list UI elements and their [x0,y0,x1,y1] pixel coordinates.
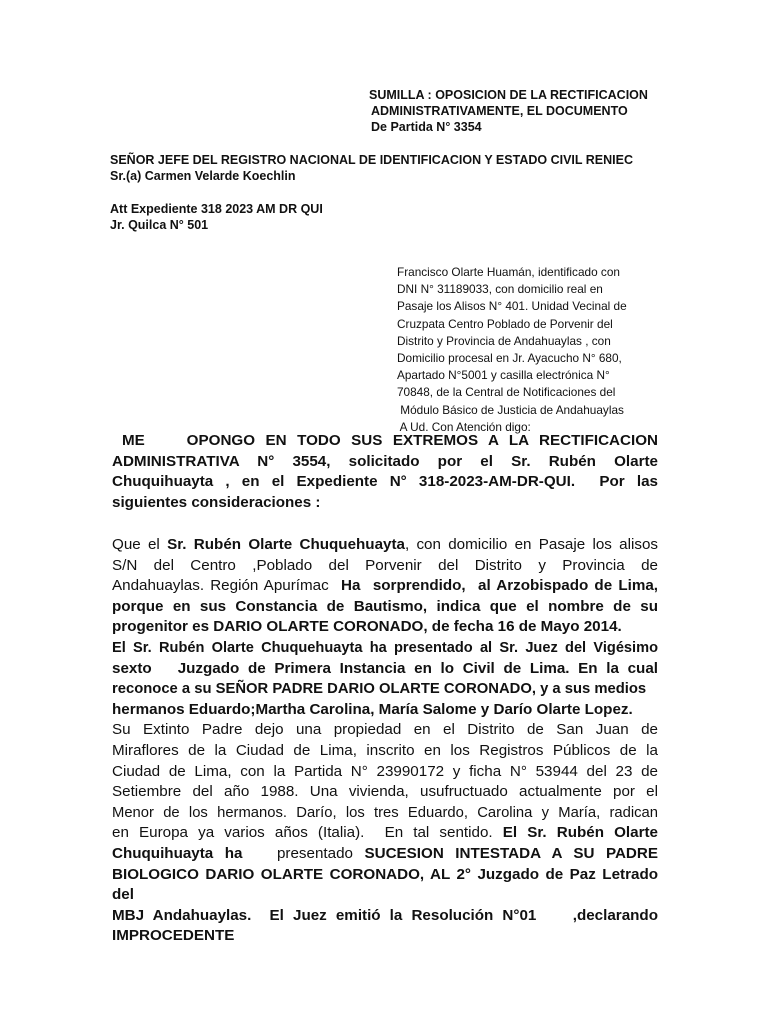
intro-line-3 [112,472,658,493]
body-line-4 [112,597,658,618]
body-text-17: BIOLOGICO DARIO OLARTE CORONADO, AL 2° Juzgado de Paz Letrado del [112,865,658,904]
body-line-3 [112,576,658,597]
body-text-2: S/N del Centro ,Poblado del Porvenir del Distrito y Provincia de [112,556,658,574]
identification-line-10: A Ud. Con Atención digo: [397,419,531,434]
reference-line-1: Att Expediente 318 2023 AM DR QUI [110,202,323,216]
intro-line-1 [112,431,658,452]
identification-line-9: Módulo Básico de Justicia de Andahuaylas [397,402,624,417]
body-line-1 [112,535,658,556]
body-text-14: Menor de los hermanos. Darío, los tres Eduardo, Carolina y María, radican [112,804,658,821]
body-text-8: reconoce a su SEÑOR PADRE DARIO OLARTE CORONADO, y a sus medios [112,681,647,698]
identification-line-6: Domicilio procesal en Jr. Ayacucho N° 680, [397,351,622,366]
body-line-8 [112,679,658,700]
body-line-7 [112,659,658,680]
intro-line-2 [112,452,658,473]
body-line-11 [112,741,658,762]
body-line-9 [112,700,658,721]
body-text-15a: en Europa ya varios años (Italia). En tal sentido. [112,824,503,842]
body-line-12 [112,762,658,783]
body-line-17 [112,865,658,906]
body-text-1b: Sr. Rubén Olarte Chuquehuayta [167,536,405,553]
body-text-4: porque en sus Constancia de Bautismo, indica que el nombre de su [112,597,658,615]
body-text-10: Su Extinto Padre dejo una propiedad en el Distrito de San Juan de [112,721,658,739]
reference-line-2: Jr. Quilca N° 501 [110,218,209,232]
body-line-6 [112,638,658,659]
sumilla-line-3: De Partida N° 3354 [371,120,482,134]
sumilla [371,87,671,135]
body-text-6: El Sr. Rubén Olarte Chuquehuayta ha presentado al Sr. Juez del Vigésimo [112,639,658,656]
intro-line-4 [112,493,658,514]
identification-line-7: Apartado N°5001 y casilla electrónica N° [397,368,610,383]
body-text-3a: Andahuaylas. Región Apurímac [112,577,342,595]
body-line-5 [112,617,658,638]
identification-block [397,264,657,436]
body-line-16 [112,844,658,865]
intro-text-2: ADMINISTRATIVA N° 3554, solicitado por el Sr. Rubén Olarte [112,452,658,470]
intro-text-1: ME OPONGO EN TODO SUS EXTREMOS A LA RECTIFICACION [122,432,658,449]
sumilla-line-1: SUMILLA : OPOSICION DE LA RECTIFICACION [369,88,648,102]
body-text-5: progenitor es DARIO OLARTE CORONADO, de fecha 16 de Mayo 2014. [112,618,622,636]
sumilla-line-2: ADMINISTRATIVAMENTE, EL DOCUMENTO [371,104,628,118]
body-text-1c: , con domicilio en Pasaje los alisos [404,536,658,553]
body-line-18 [112,906,658,927]
body-line-14 [112,803,658,824]
addressee-line-2: Sr.(a) Carmen Velarde Koechlin [110,169,296,183]
body-text-13: Setiembre del año 1988. Una vivienda, usufructuado actualmente por el [112,783,658,801]
identification-line-1: Francisco Olarte Huamán, identificado con [397,265,620,279]
body-line-13 [112,782,658,803]
addressee-line-1: SEÑOR JEFE DEL REGISTRO NACIONAL DE IDENTIFICACION Y ESTADO CIVIL RENIEC [110,153,633,167]
body-text-11: Miraflores de la Ciudad de Lima, inscrito en los Registros Públicos de la [112,741,658,759]
body-text-19: IMPROCEDENTE [112,927,235,945]
body-text [112,535,658,947]
identification-line-3: Pasaje los Alisos N° 401. Unidad Vecinal de [397,299,627,314]
body-line-15 [112,823,658,844]
body-text-16a: Chuquihuayta ha [112,844,254,862]
body-text-9: hermanos Eduardo;Martha Carolina, María Salome y Darío Olarte Lopez. [112,700,633,718]
body-text-3b: Ha sorprendido, al Arzobispado de Lima, [341,577,658,595]
intro-text-4: siguientes consideraciones : [112,493,321,511]
identification-line-8: 70848, de la Central de Notificaciones del [397,385,616,400]
body-text-16b: presentado [253,844,365,862]
body-text-12: Ciudad de Lima, con la Partida N° 23990172 y ficha N° 53944 del 23 de [112,762,658,780]
body-text-18: MBJ Andahuaylas. El Juez emitió la Resolución N°01 ,declarando [112,906,658,924]
body-text-15b: El Sr. Rubén Olarte [502,824,658,842]
identification-line-2: DNI N° 31189033, con domicilio real en [397,282,603,297]
body-text-1a: Que el [112,536,168,553]
body-line-19 [112,926,658,947]
body-text-7: sexto Juzgado de Primera Instancia en lo Civil de Lima. En la cual [112,659,658,677]
intro-text-3: Chuquihuayta , en el Expediente N° 318-2023-AM-DR-QUI. Por las [112,473,658,491]
intro-paragraph [112,431,658,513]
identification-line-5: Distrito y Provincia de Andahuaylas , con [397,333,611,348]
identification-line-4: Cruzpata Centro Poblado de Porvenir del [397,316,613,331]
reference [110,201,410,233]
body-line-2 [112,556,658,577]
addressee [110,152,710,184]
body-text-16c: SUCESION INTESTADA A SU PADRE [364,844,658,862]
body-line-10 [112,720,658,741]
